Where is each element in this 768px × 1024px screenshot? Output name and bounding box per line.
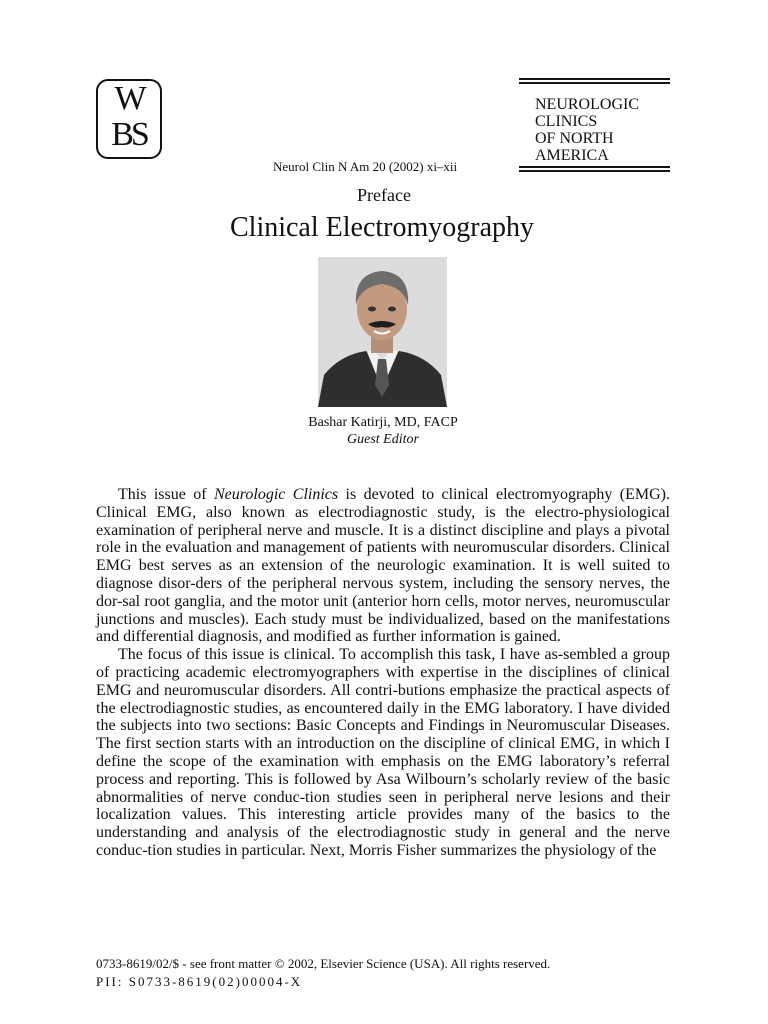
author-name: Bashar Katirji, MD, FACP [308, 415, 458, 430]
article-body [96, 486, 670, 860]
section-kicker: Preface [357, 185, 411, 205]
masthead-rule [519, 170, 670, 172]
journal-name-line: CLINICS [535, 113, 598, 130]
masthead-rule [519, 82, 670, 84]
article-title: Clinical Electromyography [229, 212, 535, 243]
portrait-illustration [318, 257, 447, 407]
journal-name [519, 86, 670, 166]
logo-line-2: BS [111, 116, 147, 153]
journal-name-line: OF NORTH [535, 130, 614, 147]
author-byline [0, 414, 766, 448]
masthead-rule [519, 78, 670, 80]
journal-title-italic: Neurologic Clinics [213, 486, 339, 503]
journal-masthead [519, 78, 670, 174]
paragraph-text: is devoted to clinical electromyography (EMG). Clinical EMG, also known as electrodiagnostic study, is the electro-physiological examination of peripheral nerve and muscle. It is a distinct discipline and plays a pivotal role in the evaluation and management of patients with neuromuscular disorders. Clinical EMG best serves as an extension of the neurologic examination. It is well suited to diagnose disor-ders of the peripheral nervous system, including the sensory nerves, the dor-sal root ganglia, and the motor unit (anterior horn cells, motor nerves, neuromuscular junctions and muscles). Each study must be individualized, based on the manifestations and differential diagnosis, and modified as further information is gained. [96, 486, 670, 646]
paragraph [96, 486, 670, 646]
author-portrait [318, 257, 447, 407]
journal-name-line: AMERICA [535, 147, 609, 164]
masthead-rule [519, 166, 670, 168]
citation: Neurol Clin N Am 20 (2002) xi–xii [273, 159, 458, 174]
logo-line-1: W [114, 80, 144, 117]
copyright-footer [96, 955, 550, 991]
copyright-line: 0733-8619/02/$ - see front matter © 2002, Elsevier Science (USA). All rights reserved. [96, 956, 551, 971]
paragraph-text: This issue of [118, 486, 214, 503]
journal-name-line: NEUROLOGIC [535, 96, 639, 113]
publisher-logo [96, 79, 162, 159]
author-role: Guest Editor [347, 432, 419, 447]
pii-line: PII: S0733-8619(02)00004-X [96, 974, 303, 989]
paragraph: The focus of this issue is clinical. To accomplish this task, I have as-sembled a group of practicing academic electromyographers with expertise in the disciplines of clinical EMG and neuromuscular disorders. All contri-butions emphasize the practical aspects of the electrodiagnostic studies, as encountered daily in the EMG laboratory. I have divided the subjects into two sections: Basic Concepts and Findings in Neuromuscular Diseases. The first section starts with an introduction on the discipline of clinical EMG, in which I define the scope of the examination with emphasis on the EMG laboratory’s referral process and reporting. This is followed by Asa Wilbourn’s scholarly review of the basic abnormalities of nerve conduc-tion studies seen in peripheral nerve lesions and their localization values. This interesting article provides many of the basics to the understanding and analysis of the electrodiagnostic study in general and the nerve conduc-tion studies in particular. Next, Morris Fisher summarizes the physiology of the [96, 646, 670, 859]
